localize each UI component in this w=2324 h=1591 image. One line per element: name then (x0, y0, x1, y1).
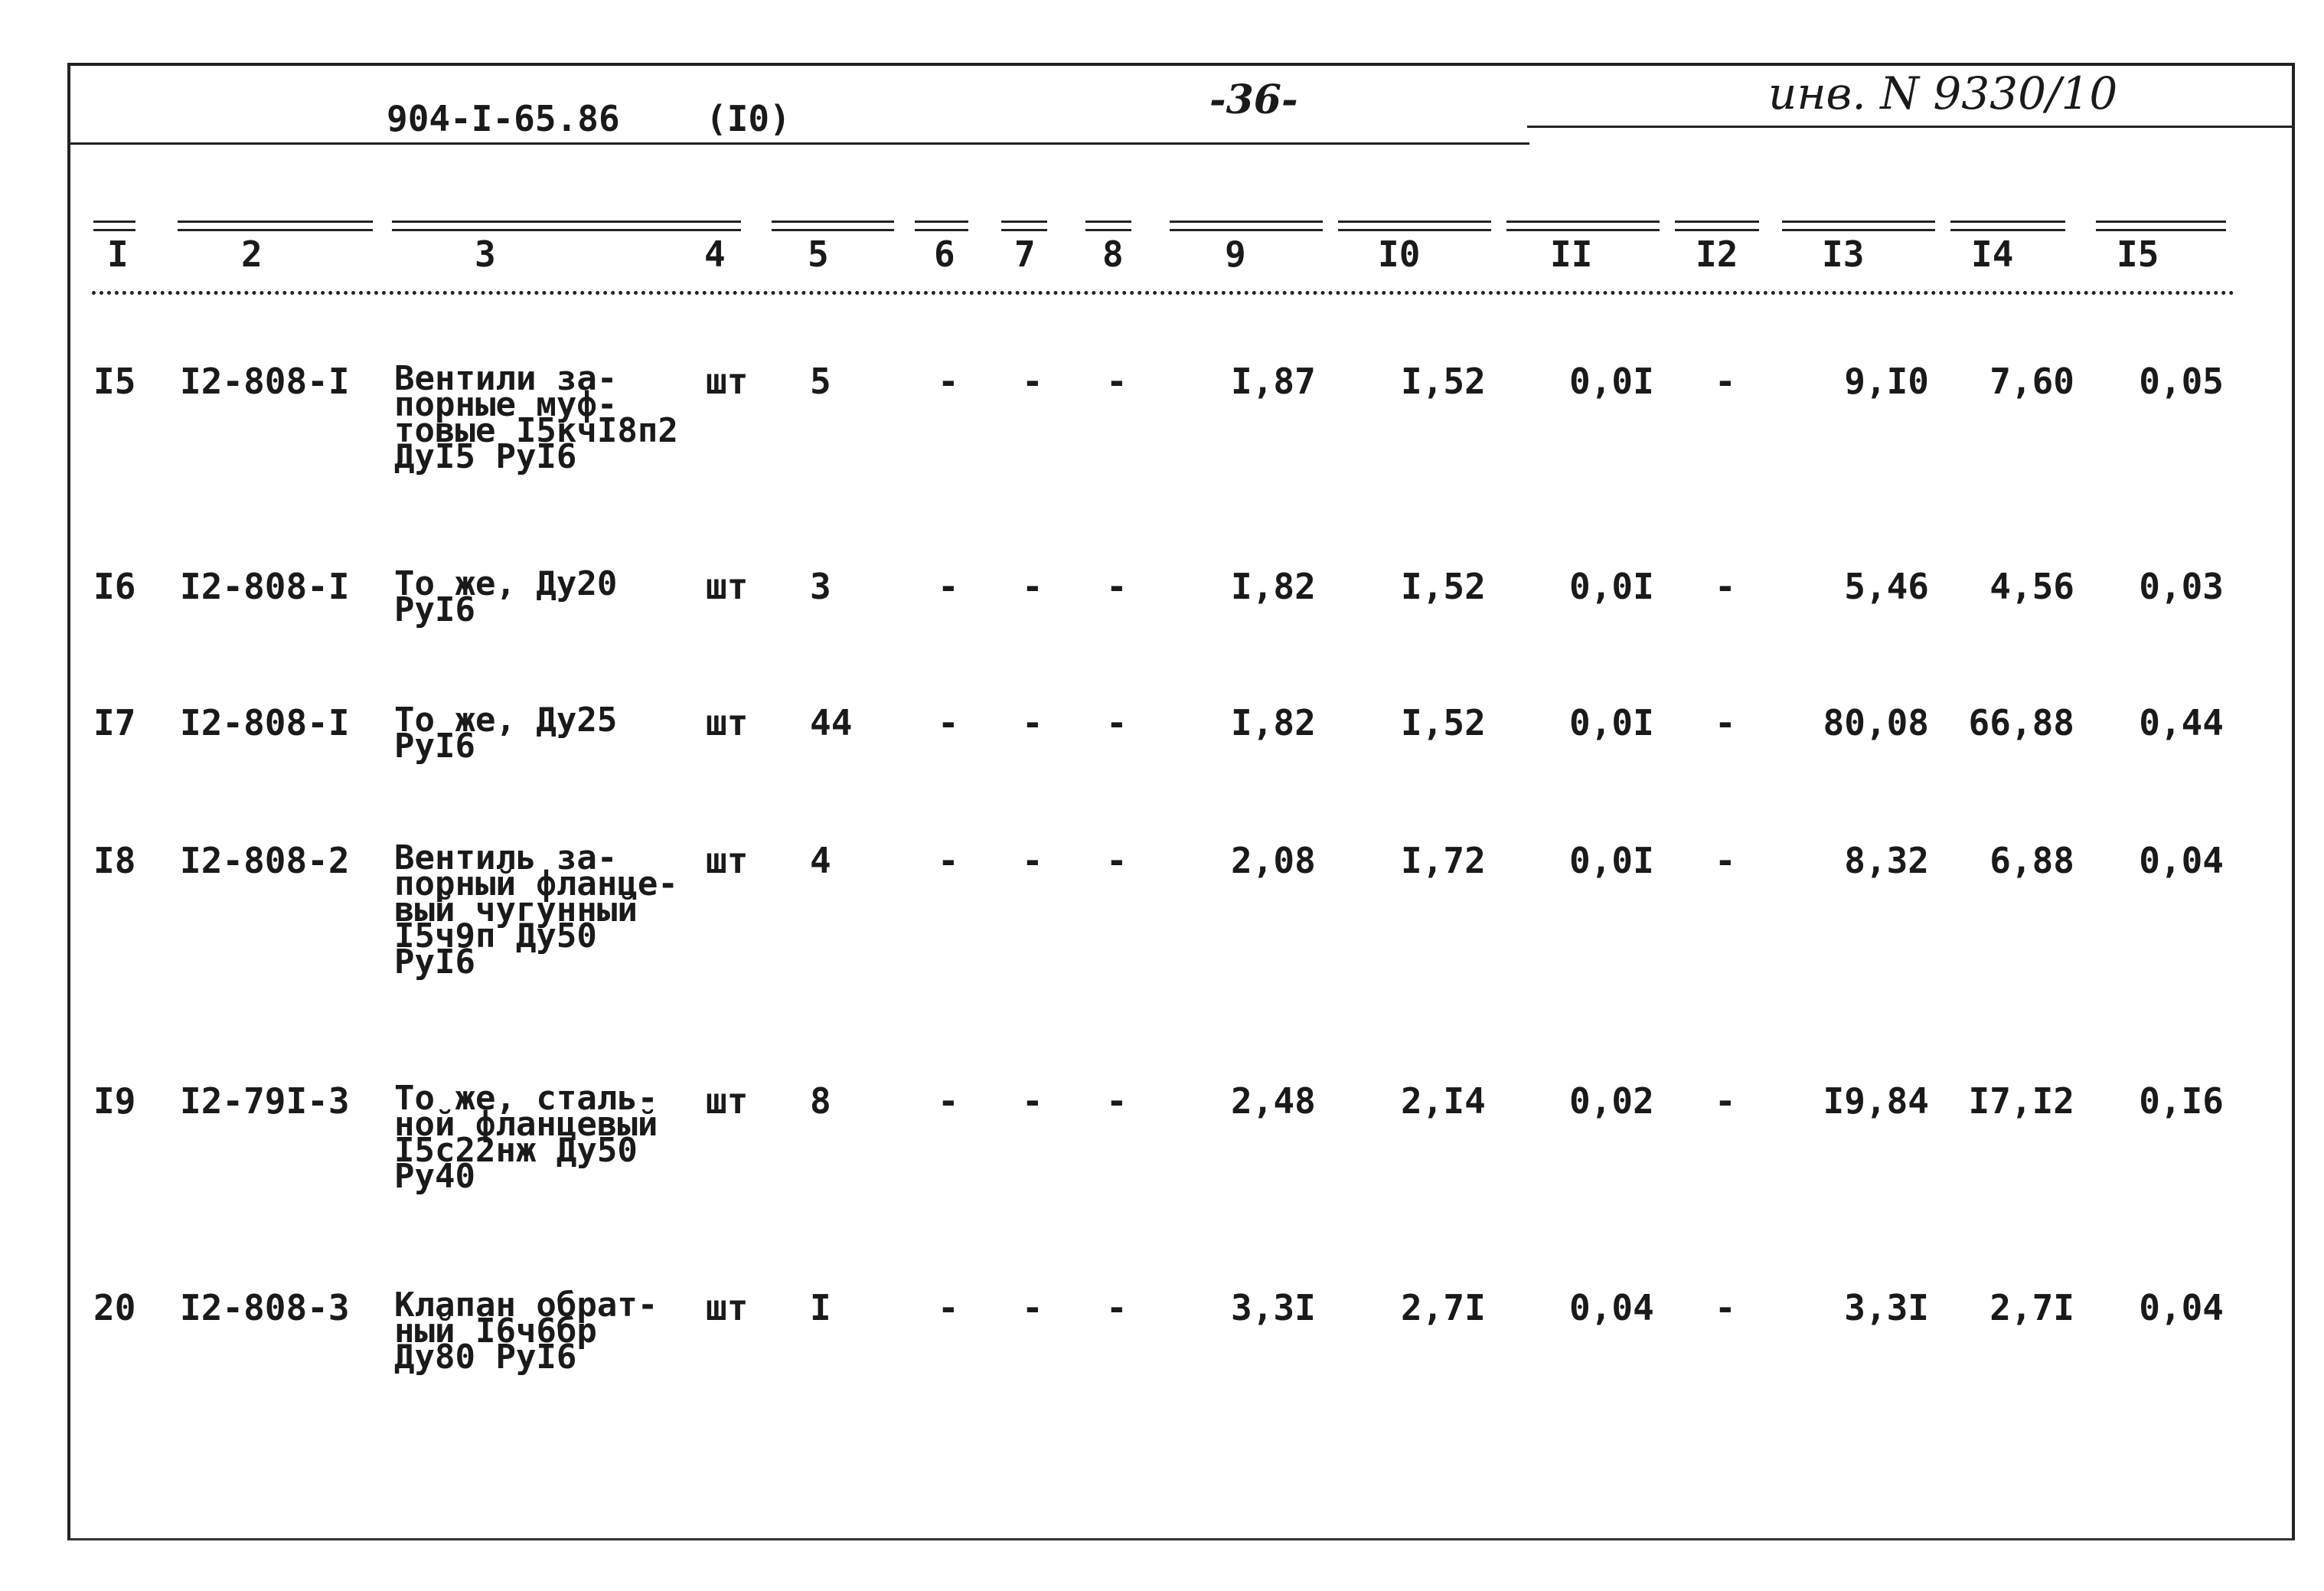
row-col14: 7,60 (1989, 361, 2074, 402)
row-col7: - (1022, 702, 1043, 743)
row-col10: I,72 (1401, 840, 1486, 881)
header-divider-right (1527, 126, 2293, 128)
row-quantity: 8 (810, 1080, 831, 1122)
column-header: 5 (808, 234, 829, 275)
column-rule (1338, 221, 1491, 231)
row-unit: шт (706, 1080, 749, 1122)
row-col12: - (1715, 1080, 1736, 1122)
column-header: 4 (704, 234, 726, 275)
column-header: 9 (1225, 234, 1246, 275)
row-description: Вентиль за- порный фланце- вый чугунный I5ч9п Ду50 РуI6 (394, 838, 678, 982)
column-header: I3 (1822, 234, 1865, 275)
column-rule (1506, 221, 1660, 231)
row-col9: I,87 (1231, 361, 1316, 402)
row-col8: - (1106, 566, 1128, 607)
row-col13: I9,84 (1823, 1080, 1929, 1122)
row-col7: - (1022, 1287, 1043, 1328)
row-col10: I,52 (1401, 361, 1486, 402)
row-col7: - (1022, 361, 1043, 402)
row-col11: 0,02 (1569, 1080, 1654, 1122)
row-col13: 8,32 (1844, 840, 1929, 881)
row-col10: I,52 (1401, 702, 1486, 743)
column-rule (1782, 221, 1935, 231)
row-number: I7 (93, 702, 136, 743)
row-col13: 80,08 (1823, 702, 1929, 743)
row-quantity: I (810, 1287, 831, 1328)
column-rule (2096, 221, 2226, 231)
row-col13: 3,3I (1844, 1287, 1929, 1328)
column-rule (392, 221, 687, 231)
sheet-number: (I0) (706, 98, 791, 139)
column-header: I5 (2117, 234, 2159, 275)
row-unit: шт (706, 566, 749, 607)
row-quantity: 3 (810, 566, 831, 607)
header-bottom-rule (92, 291, 2235, 295)
row-col9: I,82 (1231, 702, 1316, 743)
row-col7: - (1022, 1080, 1043, 1122)
row-number: I8 (93, 840, 136, 881)
row-col10: 2,7I (1401, 1287, 1486, 1328)
column-header: I2 (1696, 234, 1738, 275)
row-col15: 0,04 (2139, 840, 2224, 881)
row-description: То же, Ду25 РуI6 (394, 701, 618, 766)
row-col6: - (938, 702, 959, 743)
column-header: I (107, 234, 129, 275)
row-code: I2-808-3 (180, 1287, 350, 1328)
column-header: I4 (1971, 234, 2014, 275)
row-col10: I,52 (1401, 566, 1486, 607)
row-col8: - (1106, 1287, 1128, 1328)
row-col9: 2,48 (1231, 1080, 1316, 1122)
row-col14: 66,88 (1968, 702, 2074, 743)
row-quantity: 44 (810, 702, 853, 743)
row-col15: 0,03 (2139, 566, 2224, 607)
row-col13: 5,46 (1844, 566, 1929, 607)
row-col8: - (1106, 1080, 1128, 1122)
row-col6: - (938, 1080, 959, 1122)
row-col9: 2,08 (1231, 840, 1316, 881)
row-col10: 2,I4 (1401, 1080, 1486, 1122)
row-col12: - (1715, 702, 1736, 743)
row-unit: шт (706, 702, 749, 743)
row-col12: - (1715, 840, 1736, 881)
row-col14: 6,88 (1989, 840, 2074, 881)
row-number: 20 (93, 1287, 136, 1328)
row-col7: - (1022, 840, 1043, 881)
column-rule (178, 221, 373, 231)
row-col6: - (938, 361, 959, 402)
row-col15: 0,I6 (2139, 1080, 2224, 1122)
column-header: 2 (241, 234, 263, 275)
row-description: То же, Ду20 РуI6 (394, 564, 618, 629)
row-col11: 0,0I (1569, 566, 1654, 607)
row-col13: 9,I0 (1844, 361, 1929, 402)
column-header: 7 (1014, 234, 1036, 275)
row-col9: I,82 (1231, 566, 1316, 607)
document-code: 904-I-65.86 (387, 98, 620, 139)
row-col6: - (938, 840, 959, 881)
row-unit: шт (706, 1287, 749, 1328)
inventory-number: инв. N 9330/10 (1768, 67, 2118, 119)
row-code: I2-79I-3 (180, 1080, 350, 1122)
row-unit: шт (706, 840, 749, 881)
row-col14: I7,I2 (1968, 1080, 2074, 1122)
row-code: I2-808-I (180, 361, 350, 402)
column-rule (1675, 221, 1759, 231)
row-col7: - (1022, 566, 1043, 607)
column-rule (915, 221, 968, 231)
column-rule (1001, 221, 1047, 231)
row-col15: 0,04 (2139, 1287, 2224, 1328)
row-col12: - (1715, 1287, 1736, 1328)
row-col15: 0,05 (2139, 361, 2224, 402)
column-rule (1170, 221, 1323, 231)
column-header: 3 (475, 234, 496, 275)
row-code: I2-808-I (180, 566, 350, 607)
row-code: I2-808-2 (180, 840, 350, 881)
column-header: 6 (934, 234, 955, 275)
row-col14: 4,56 (1989, 566, 2074, 607)
row-number: I9 (93, 1080, 136, 1122)
row-col11: 0,0I (1569, 361, 1654, 402)
page-number: -36- (1209, 77, 1298, 123)
row-col6: - (938, 1287, 959, 1328)
row-col9: 3,3I (1231, 1287, 1316, 1328)
row-description: То же, сталь- ной фланцевый I5с22нж Ду50 Ру40 (394, 1079, 658, 1196)
row-col8: - (1106, 702, 1128, 743)
row-col11: 0,04 (1569, 1287, 1654, 1328)
row-code: I2-808-I (180, 702, 350, 743)
row-col8: - (1106, 361, 1128, 402)
row-col15: 0,44 (2139, 702, 2224, 743)
row-number: I5 (93, 361, 136, 402)
row-col6: - (938, 566, 959, 607)
row-col11: 0,0I (1569, 702, 1654, 743)
row-col11: 0,0I (1569, 840, 1654, 881)
column-rule (1950, 221, 2065, 231)
column-rule (664, 221, 741, 231)
column-rule (1085, 221, 1131, 231)
row-description: Клапан обрат- ный I6ч6бр Ду80 РуI6 (394, 1286, 658, 1377)
row-col12: - (1715, 361, 1736, 402)
header-divider (67, 142, 1529, 145)
row-number: I6 (93, 566, 136, 607)
row-quantity: 5 (810, 361, 831, 402)
row-col12: - (1715, 566, 1736, 607)
row-description: Вентили за- порные муф- товые I5кчI8п2 ДуI5 РуI6 (394, 359, 678, 476)
column-header: II (1550, 234, 1593, 275)
row-col8: - (1106, 840, 1128, 881)
column-rule (772, 221, 894, 231)
row-quantity: 4 (810, 840, 831, 881)
row-col14: 2,7I (1989, 1287, 2074, 1328)
column-header: 8 (1102, 234, 1124, 275)
column-header: I0 (1378, 234, 1421, 275)
column-rule (93, 221, 135, 231)
row-unit: шт (706, 361, 749, 402)
